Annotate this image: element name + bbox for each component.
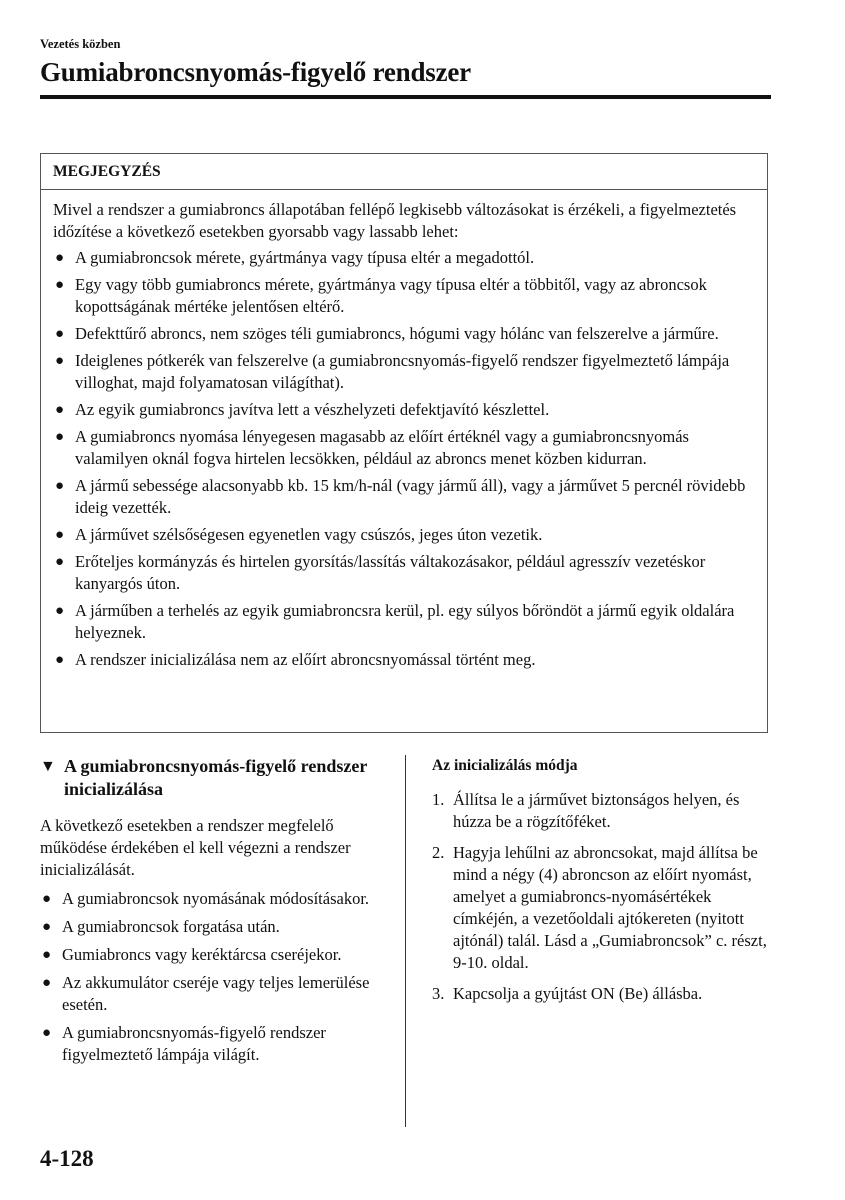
step-item	[432, 789, 772, 833]
bullet-icon: ●	[42, 975, 52, 991]
bullet-icon: ●	[55, 603, 65, 619]
page-title: Gumiabroncsnyomás-figyelő rendszer	[40, 57, 471, 87]
note-box	[40, 153, 768, 733]
bullet-icon: ●	[55, 277, 65, 293]
bullet-icon: ●	[42, 947, 52, 963]
bullet-icon: ●	[55, 652, 65, 668]
list-item-text: A rendszer inicializálása nem az előírt abroncsnyomással történt meg.	[75, 650, 536, 669]
step-text: Állítsa le a járművet biztonságos helyen, és húzza be a rögzítőféket.	[453, 790, 740, 831]
init-list	[40, 888, 390, 1066]
list-item	[53, 323, 753, 345]
bullet-icon: ●	[55, 326, 65, 342]
list-item-text: Ideiglenes pótkerék van felszerelve (a gumiabroncsnyomás-figyelő rendszer figyelmeztető lámpája villoghat, majd folyamatosan világíthat).	[75, 351, 730, 392]
list-item-text: Egy vagy több gumiabroncs mérete, gyártmánya vagy típusa eltér a többitől, vagy az abroncsok kopottságának mértéke jelentősen eltérő.	[75, 275, 707, 316]
list-item	[53, 475, 753, 519]
list-item	[53, 399, 753, 421]
list-item-text: A gumiabroncsok forgatása után.	[62, 917, 280, 936]
subsection-title-text: A gumiabroncsnyomás-figyelő rendszer inicializálása	[64, 756, 368, 799]
list-item-text: A járművet szélsőségesen egyenetlen vagy csúszós, jeges úton vezetik.	[75, 525, 543, 544]
column-divider	[405, 755, 406, 1127]
method-steps	[432, 789, 772, 1005]
bullet-icon: ●	[55, 478, 65, 494]
method-section	[432, 755, 772, 1014]
bullet-icon: ●	[55, 429, 65, 445]
list-item	[53, 274, 753, 318]
list-item	[53, 247, 753, 269]
bullet-icon: ●	[55, 250, 65, 266]
step-text: Hagyja lehűlni az abroncsokat, majd állítsa be mind a négy (4) abroncson az előírt nyomást, amelyet a gumiabroncs-nyomásértékek címkéjén, a vezetőoldali ajtókereten (nyitott ajtónál) talál. Lásd a „Gumiabroncsok” c. részt, 9-10. oldal.	[453, 843, 767, 972]
list-item	[40, 944, 390, 966]
section-label: Vezetés közben	[40, 37, 121, 51]
title-rule	[40, 95, 771, 99]
step-item	[432, 842, 772, 974]
bullet-icon: ●	[55, 353, 65, 369]
list-item-text: A gumiabroncs nyomása lényegesen magasabb az előírt értéknél vagy a gumiabroncsnyomás valamilyen oknál fogva hirtelen lecsökken, például az abroncs menet közben kidurran.	[75, 427, 689, 468]
list-item-text: A gumiabroncsnyomás-figyelő rendszer figyelmeztető lámpája világít.	[62, 1023, 326, 1064]
init-intro: A következő esetekben a rendszer megfelelő működése érdekében el kell végezni a rendszer inicializálását.	[40, 816, 351, 879]
list-item-text: A járműben a terhelés az egyik gumiabroncsra kerül, pl. egy súlyos bőröndöt a jármű egyik oldalára helyeznek.	[75, 601, 735, 642]
list-item	[53, 600, 753, 644]
list-item-text: A jármű sebessége alacsonyabb kb. 15 km/h-nál (vagy jármű áll), vagy a járművet 5 percnél rövidebb ideig vezették.	[75, 476, 746, 517]
step-text: Kapcsolja a gyújtást ON (Be) állásba.	[453, 984, 703, 1003]
list-item-text: Gumiabroncs vagy keréktárcsa cseréjekor.	[62, 945, 342, 964]
list-item	[53, 551, 753, 595]
triangle-down-icon: ▼	[40, 758, 56, 775]
note-list	[53, 247, 753, 671]
bullet-icon: ●	[55, 527, 65, 543]
bullet-icon: ●	[55, 554, 65, 570]
note-intro: Mivel a rendszer a gumiabroncs állapotában fellépő legkisebb változásokat is érzékeli, a figyelmeztetés időzítése a következő esetekben gyorsabb vagy lassabb lehet:	[53, 200, 737, 241]
bullet-icon: ●	[42, 891, 52, 907]
step-number: 1.	[432, 790, 445, 809]
list-item	[53, 524, 753, 546]
list-item	[53, 426, 753, 470]
bullet-icon: ●	[42, 1025, 52, 1041]
step-number: 3.	[432, 984, 445, 1003]
bullet-icon: ●	[55, 402, 65, 418]
bullet-icon: ●	[42, 919, 52, 935]
note-body	[41, 190, 767, 671]
step-item	[432, 983, 772, 1005]
list-item-text: A gumiabroncsok nyomásának módosításakor.	[62, 889, 370, 908]
list-item-text: Az akkumulátor cseréje vagy teljes lemerülése esetén.	[62, 973, 370, 1014]
list-item	[40, 972, 390, 1016]
list-item	[53, 350, 753, 394]
list-item-text: Az egyik gumiabroncs javítva lett a vészhelyzeti defektjavító készlettel.	[75, 400, 550, 419]
method-heading: Az inicializálás módja	[432, 757, 578, 774]
note-heading: MEGJEGYZÉS	[41, 154, 767, 190]
list-item	[53, 649, 753, 671]
list-item-text: Erőteljes kormányzás és hirtelen gyorsítás/lassítás váltakozásakor, például agresszív vezetéskor kanyargós úton.	[75, 552, 706, 593]
list-item	[40, 1022, 390, 1066]
list-item	[40, 888, 390, 910]
init-section	[40, 755, 390, 1072]
page-number: 4-128	[40, 1146, 94, 1171]
list-item	[40, 916, 390, 938]
list-item-text: Defekttűrő abroncs, nem szöges téli gumiabroncs, hógumi vagy hólánc van felszerelve a járműre.	[75, 324, 719, 343]
step-number: 2.	[432, 843, 445, 862]
list-item-text: A gumiabroncsok mérete, gyártmánya vagy típusa eltér a megadottól.	[75, 248, 535, 267]
subsection-title	[40, 755, 390, 801]
